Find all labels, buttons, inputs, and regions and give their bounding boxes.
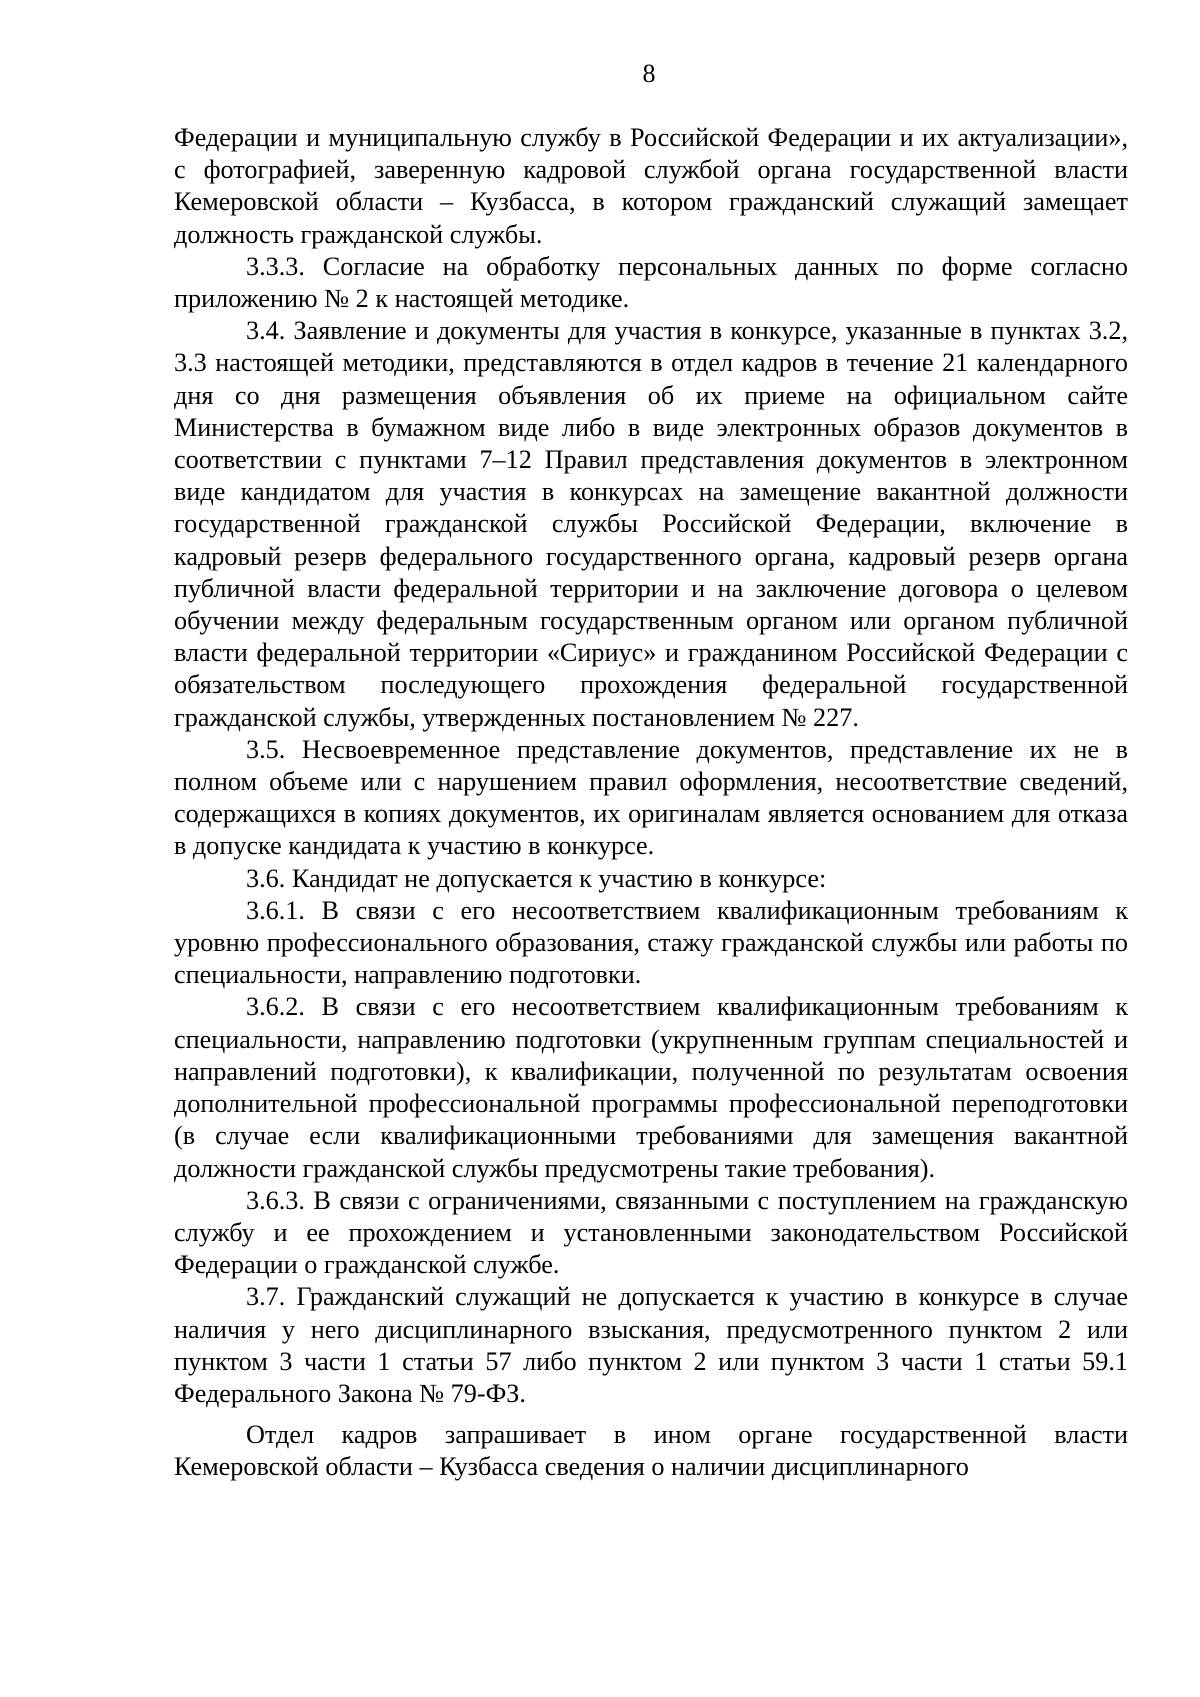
paragraph-3-7: 3.7. Гражданский служащий не допускается к участию в конкурсе в случае наличия у него дисциплинарного взыскания, предусмотренного пунктом 2 или пунктом 3 части 1 статьи 57 либо пунктом 2 или пунктом 3 части 1 статьи 59.1 Федерального Закона № 79-ФЗ.: [174, 1282, 1128, 1408]
paragraph-3-5: 3.5. Несвоевременное представление документов, представление их не в полном объеме или с нарушением правил оформления, несоответствие сведений, содержащихся в копиях документов, их оригиналам является основанием для отказа в допуске кандидата к участию в конкурсе.: [174, 734, 1128, 861]
paragraph-continuation: Федерации и муниципальную службу в Российской Федерации и их актуализации», с фотографией, заверенную кадровой службой органа государственной власти Кемеровской области – Кузбасса, в котором гражданский служащий замещает должность гражданской службы.: [174, 123, 1128, 249]
page-number: 8: [642, 59, 656, 88]
paragraph-3-3-3: 3.3.3. Согласие на обработку персональных данных по форме согласно приложению № 2 к настоящей методике.: [174, 251, 1128, 314]
paragraph-3-6: 3.6. Кандидат не допускается к участию в конкурсе:: [246, 863, 827, 893]
document-body: [174, 122, 1128, 1484]
paragraph-3-6-3: 3.6.3. В связи с ограничениями, связанными с поступлением на гражданскую службу и ее прохождением и установленными законодательством Российской Федерации о гражданской службе.: [174, 1185, 1128, 1280]
paragraph-hr-request: Отдел кадров запрашивает в ином органе государственной власти Кемеровской области – Кузбасса сведения о наличии дисциплинарного: [174, 1420, 1128, 1482]
paragraph-3-6-2: 3.6.2. В связи с его несоответствием квалификационным требованиям к специальности, направлению подготовки (укрупненным группам специальностей и направлений подготовки), к квалификации, полученной по результатам освоения дополнительной профессиональной программы профессиональной переподготовки (в случае если квалификационными требованиями для замещения вакантной должности гражданской службы предусмотрены такие требования).: [174, 992, 1128, 1183]
paragraph-3-4: 3.4. Заявление и документы для участия в конкурсе, указанные в пунктах 3.2, 3.3 настоящей методики, представляются в отдел кадров в течение 21 календарного дня со дня размещения объявления об их приеме на официальном сайте Министерства в бумажном виде либо в виде электронных образов документов в соответствии с пунктами 7–12 Правил представления документов в электронном виде кандидатом для участия в конкурсах на замещение вакантной должности государственной гражданской службы Российской Федерации, включение в кадровый резерв федерального государственного органа, кадровый резерв органа публичной власти федеральной территории и на заключение договора о целевом обучении между федеральным государственным органом или органом публичной власти федеральной территории «Сириус» и гражданином Российской Федерации с обязательством последующего прохождения федеральной государственной гражданской службы, утвержденных постановлением № 227.: [174, 316, 1128, 732]
paragraph-3-6-1: 3.6.1. В связи с его несоответствием квалификационным требованиям к уровню профессионального образования, стажу гражданской службы или работы по специальности, направлению подготовки.: [174, 895, 1128, 990]
